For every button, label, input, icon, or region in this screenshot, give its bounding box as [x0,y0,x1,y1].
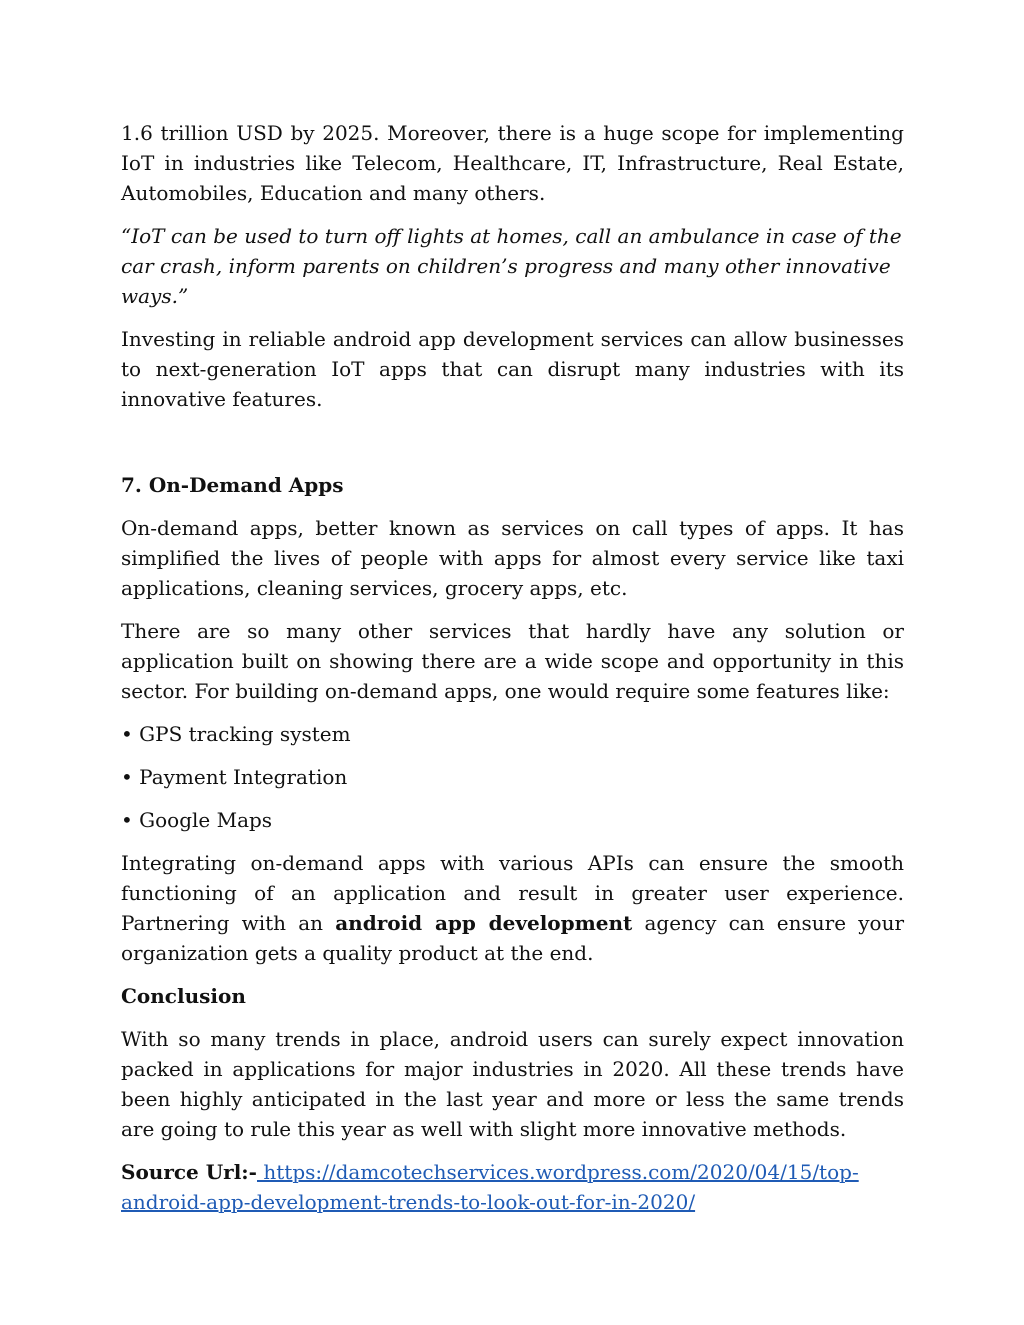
bullet-item-payment: • Payment Integration [121,765,348,789]
paragraph-3-start: Integrating on-demand apps with various APIs can ensure the smooth functioning of an application and result in greater user experience. Partnering with an [121,851,904,935]
bullet-item-maps: • Google Maps [121,808,273,832]
on-demand-paragraph-3 [121,848,904,968]
on-demand-paragraph-2: There are so many other services that hardly have any solution or application built on showing there are a wide scope and opportunity in this sector. For building on-demand apps, one would require some features like: [121,619,904,703]
iot-quote: “IoT can be used to turn off lights at homes, call an ambulance in case of the car crash, inform parents on children’s progress and many other innovative ways.” [121,224,902,308]
source-line [121,1157,904,1217]
source-label: Source Url:- [121,1160,257,1184]
intro-paragraph: 1.6 trillion USD by 2025. Moreover, there is a huge scope for implementing IoT in industries like Telecom, Healthcare, IT, Infrastructure, Real Estate, Automobiles, Education and many others. [121,121,904,205]
conclusion-heading: Conclusion [121,984,246,1008]
conclusion-paragraph: With so many trends in place, android users can surely expect innovation packed in applications for major industries in 2020. All these trends have been highly anticipated in the last year and more or less the same trends are going to rule this year as well with slight more innovative methods. [121,1027,904,1141]
investing-paragraph: Investing in reliable android app development services can allow businesses to next-generation IoT apps that can disrupt many industries with its innovative features. [121,327,904,411]
section-spacer [121,427,904,470]
bullet-item-gps: • GPS tracking system [121,722,351,746]
paragraph-3-end: agency can ensure your organization gets a quality product at the end. [121,911,905,965]
document-page [121,118,904,1230]
source-link[interactable]: https://damcotechservices.wordpress.com/2020/04/15/top-android-app-development-trends-to-look-out-for-in-2020/ [121,1160,859,1214]
bold-android-app-development: android app development [335,911,633,935]
on-demand-paragraph-1: On-demand apps, better known as services on call types of apps. It has simplified the lives of people with apps for almost every service like taxi applications, cleaning services, grocery apps, etc. [121,516,904,600]
section-heading-on-demand-apps: 7. On-Demand Apps [121,473,344,497]
source-block [121,1157,904,1217]
